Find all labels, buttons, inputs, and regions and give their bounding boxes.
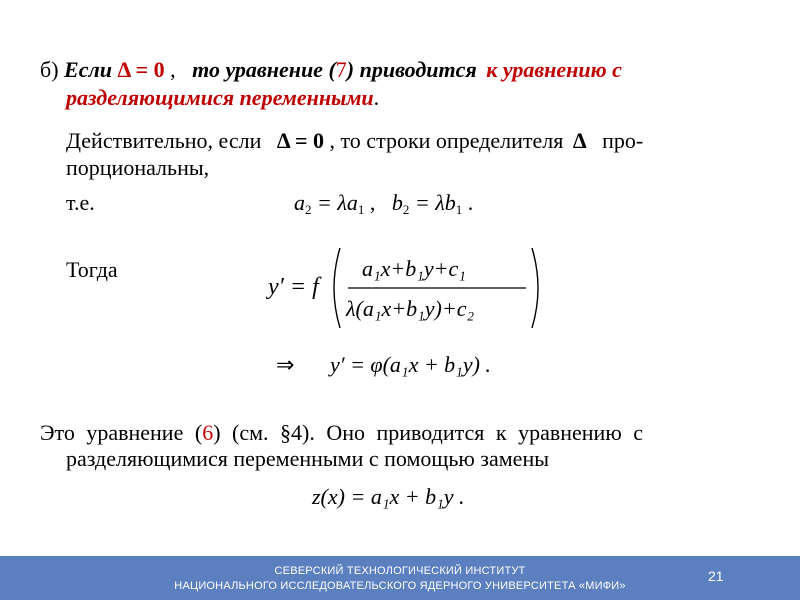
- delta-eq-zero-2: Δ = 0: [276, 128, 324, 153]
- ie-b1-sub: 1: [455, 202, 463, 217]
- indeed-text-b: , то строки определителя: [329, 128, 564, 153]
- comma: ,: [164, 57, 176, 82]
- heading-red-tail: к уравнению с: [486, 57, 622, 82]
- delta-symbol: Δ: [572, 128, 587, 153]
- ie-end: .: [462, 190, 474, 215]
- ie-eq-b: = λb: [409, 190, 456, 215]
- ie-b: b: [391, 190, 403, 215]
- footer-institute: СЕВЕРСКИЙ ТЕХНОЛОГИЧЕСКИЙ ИНСТИТУТ: [274, 565, 526, 577]
- ie-sep: ,: [364, 190, 376, 215]
- paragraph-indeed-line-2: [66, 155, 209, 181]
- togda-label: Тогда: [66, 257, 118, 282]
- ie-b-sub: 2: [402, 202, 410, 217]
- p3-text-b: ) (см. §4). Оно приводится к уравнению с: [213, 420, 644, 445]
- page-number: 21: [708, 568, 724, 584]
- if-word: Если: [64, 57, 112, 82]
- ie-a1-sub: 1: [357, 202, 365, 217]
- equation-ref-7: 7: [335, 57, 347, 82]
- paragraph-this-equation-line-1: [40, 420, 762, 446]
- period: .: [373, 85, 380, 110]
- ie-eq-a: = λa: [311, 190, 358, 215]
- formula-lhs: y′ = f: [268, 274, 319, 300]
- heading-text-a: то уравнение (: [192, 57, 336, 82]
- footer-university: НАЦИОНАЛЬНОГО ИССЛЕДОВАТЕЛЬСКОГО ЯДЕРНОГО УНИВЕРСИТЕТА «МИФИ»: [174, 580, 626, 592]
- footer-bar: [0, 556, 800, 600]
- formula-denominator: λ(a₁x+b₁y)+c₂: [346, 296, 475, 321]
- indeed-text-a: Действительно, если: [66, 128, 262, 153]
- paragraph-indeed-line-1: [66, 128, 643, 154]
- ie-a-sub: 2: [305, 202, 312, 217]
- equation-ref-6: 6: [202, 420, 214, 445]
- ie-a: a: [294, 190, 305, 215]
- substitution-formula: z(x) = a₁x + b₁y .: [312, 484, 465, 509]
- implies-arrow: ⇒: [276, 352, 295, 377]
- separable-variables-phrase: разделяющимися переменными: [66, 85, 374, 110]
- p3-text-a: Это уравнение (: [40, 420, 203, 445]
- ie-label: т.е.: [66, 190, 95, 215]
- paragraph-this-equation-line-2: разделяющимися переменными с помощью замены: [66, 446, 550, 471]
- right-paren-shape: [532, 248, 538, 328]
- ie-relations: [294, 190, 473, 218]
- item-prefix: б): [40, 57, 65, 82]
- implies-expr: y′ = φ(a₁x + b₁y) .: [330, 352, 491, 377]
- indeed-line2-text: порциональны,: [66, 155, 210, 180]
- delta-eq-zero: Δ = 0: [117, 57, 165, 82]
- heading-text-b: ) приводится: [346, 57, 477, 82]
- left-paren-shape: [334, 248, 340, 328]
- heading-line-2: [66, 85, 379, 111]
- indeed-text-c: про-: [602, 128, 644, 153]
- formula-numerator: a₁x+b₁y+c₁: [362, 256, 466, 281]
- heading-line-1: [40, 57, 622, 83]
